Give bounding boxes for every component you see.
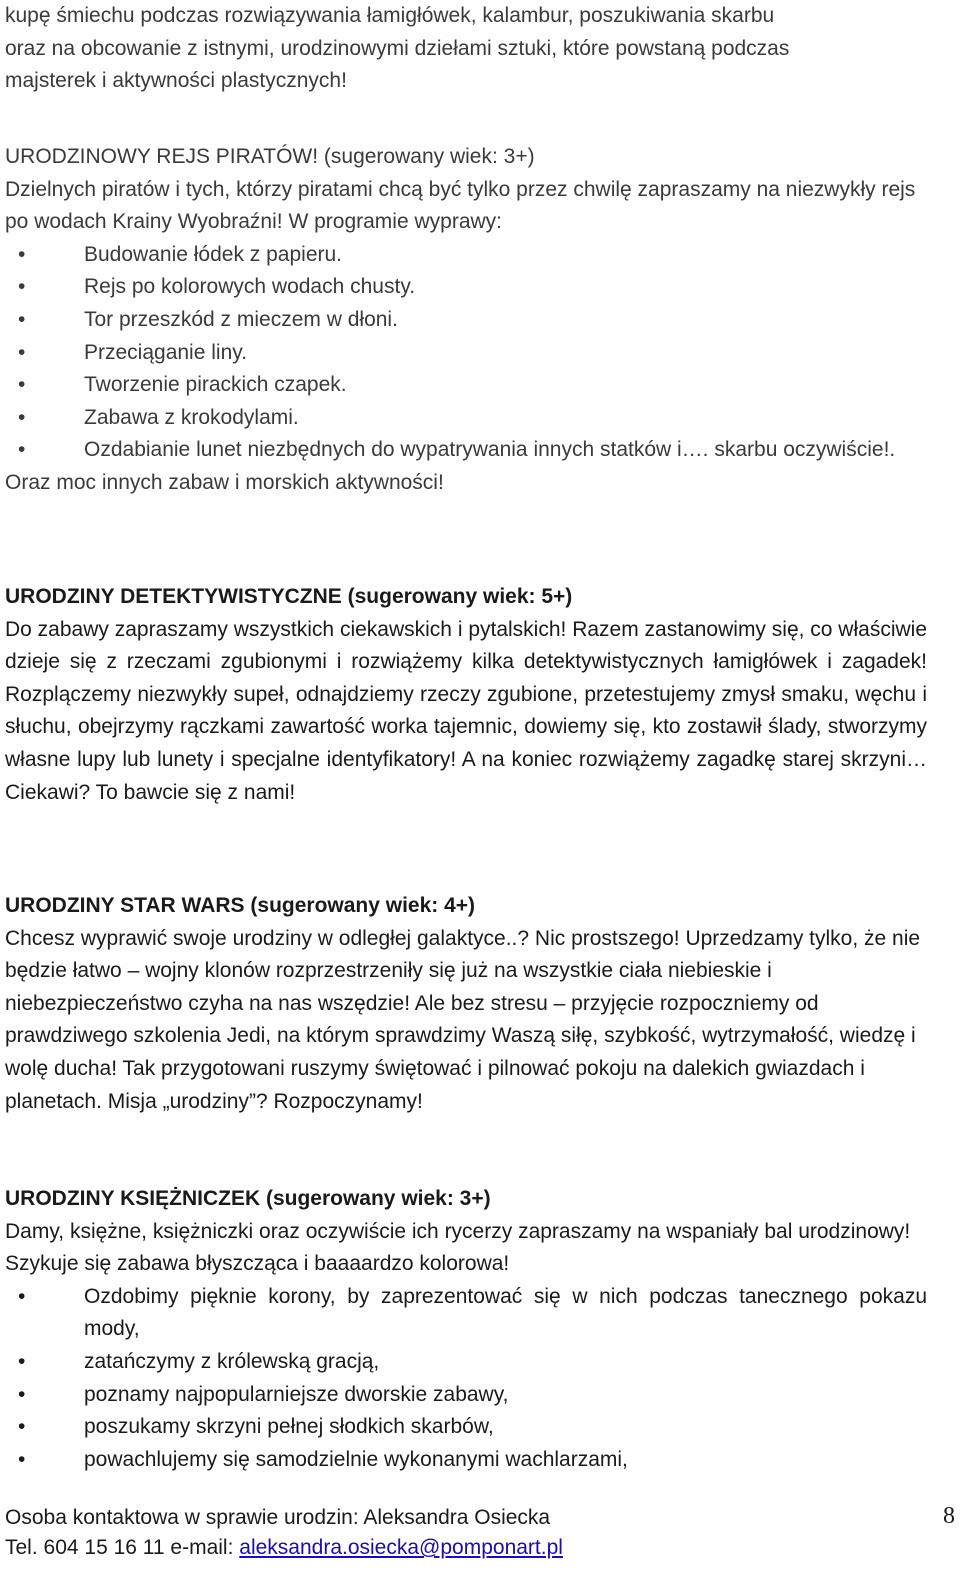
list-item: • powachlujemy się samodzielnie wykonanymi wachlarzami, bbox=[5, 1444, 927, 1477]
intro-line: kupę śmiechu podczas rozwiązywania łamigłówek, kalambur, poszukiwania skarbu bbox=[5, 4, 775, 27]
pirates-section bbox=[5, 141, 927, 500]
footer-phone: Tel. 604 15 16 11 e-mail: bbox=[5, 1536, 240, 1559]
list-item: • zatańczymy z królewską gracją, bbox=[5, 1346, 927, 1379]
page-number: 8 bbox=[943, 1503, 955, 1529]
princess-section bbox=[5, 1183, 927, 1476]
princess-heading: URODZINY KSIĘŻNICZEK (sugerowany wiek: 3+) bbox=[5, 1187, 491, 1210]
pirates-closing: Oraz moc innych zabaw i morskich aktywności! bbox=[5, 470, 444, 494]
pirates-title: URODZINOWY REJS PIRATÓW! bbox=[5, 145, 319, 168]
intro-line: oraz na obcowanie z istnymi, urodzinowymi dziełami sztuki, które powstaną podczas bbox=[5, 36, 790, 60]
list-item: • Zabawa z krokodylami. bbox=[5, 402, 927, 435]
intro-line: majsterek i aktywności plastycznych! bbox=[5, 69, 347, 93]
list-item: • Budowanie łódek z papieru. bbox=[5, 239, 927, 272]
list-item: • Tor przeszkód z mieczem w dłoni. bbox=[5, 304, 927, 337]
list-item: • Rejs po kolorowych wodach chusty. bbox=[5, 271, 927, 304]
footer-phone-line bbox=[5, 1533, 945, 1563]
list-item: • Ozdobimy pięknie korony, by zaprezentować się w nich podczas tanecznego pokazu mody, bbox=[5, 1281, 927, 1346]
detective-section bbox=[5, 581, 927, 809]
detective-heading: URODZINY DETEKTYWISTYCZNE (sugerowany wiek: 5+) bbox=[5, 585, 573, 608]
footer-contact: Osoba kontaktowa w sprawie urodzin: Aleksandra Osiecka bbox=[5, 1506, 551, 1529]
starwars-body: Chcesz wyprawić swoje urodziny w odległej galaktyce..? Nic prostszego! Uprzedzamy tylko, że nie będzie łatwo – wojny klonów rozprzestrzeniły się już na wszystkie ciała niebieskie i niebezpieczeństwo czyha na nas wszędzie! Ale bez stresu – przyjęcie rozpoczniemy od prawdziwego szkolenia Jedi, na którym sprawdzimy Waszą siłę, szybkość, wytrzymałość, wiedzę i wolę ducha! Tak przygotowani ruszymy świętować i pilnować pokoju na dalekich gwiazdach i planetach. Misja „urodziny”? Rozpoczynamy! bbox=[5, 926, 921, 1113]
intro-paragraph bbox=[5, 0, 927, 98]
pirates-list bbox=[5, 239, 927, 467]
list-item: • Przeciąganie liny. bbox=[5, 337, 927, 370]
email-link[interactable]: aleksandra.osiecka@pomponart.pl bbox=[239, 1536, 563, 1559]
starwars-heading: URODZINY STAR WARS (sugerowany wiek: 4+) bbox=[5, 894, 476, 917]
pirates-heading bbox=[5, 141, 927, 174]
princess-body: Damy, księżne, księżniczki oraz oczywiście ich rycerzy zapraszamy na wspaniały bal urodzinowy! Szykuje się zabawa błyszcząca i baaaardzo kolorowa! bbox=[5, 1219, 911, 1276]
footer bbox=[5, 1503, 945, 1563]
pirates-body: Dzielnych piratów i tych, którzy piratami chcą być tylko przez chwilę zapraszamy na niezwykły rejs po wodach Krainy Wyobraźni! W programie wyprawy: bbox=[5, 177, 916, 234]
list-item: • Ozdabianie lunet niezbędnych do wypatrywania innych statków i…. skarbu oczywiście!. bbox=[5, 434, 927, 467]
princess-list bbox=[5, 1281, 927, 1477]
starwars-section bbox=[5, 890, 927, 1118]
list-item: • Tworzenie pirackich czapek. bbox=[5, 369, 927, 402]
list-item: • poznamy najpopularniejsze dworskie zabawy, bbox=[5, 1379, 927, 1412]
detective-body: Do zabawy zapraszamy wszystkich ciekawskich i pytalskich! Razem zastanowimy się, co właściwie dzieje się z rzeczami zgubionymi i rozwiążemy kilka detektywistycznych łamigłówek i zagadek! Rozplączemy niezwykły supeł, odnajdziemy rzeczy zgubione, przetestujemy zmysł smaku, węchu i słuchu, obejrzymy rączkami zawartość worka tajemnic, dowiemy się, kto zostawił ślady, stworzymy własne lupy lub lunety i specjalne identyfikatory! A na koniec rozwiążemy zagadkę starej skrzyni… Ciekawi? To bawcie się z nami! bbox=[5, 617, 927, 804]
list-item: • poszukamy skrzyni pełnej słodkich skarbów, bbox=[5, 1411, 927, 1444]
pirates-age: (sugerowany wiek: 3+) bbox=[318, 145, 535, 168]
